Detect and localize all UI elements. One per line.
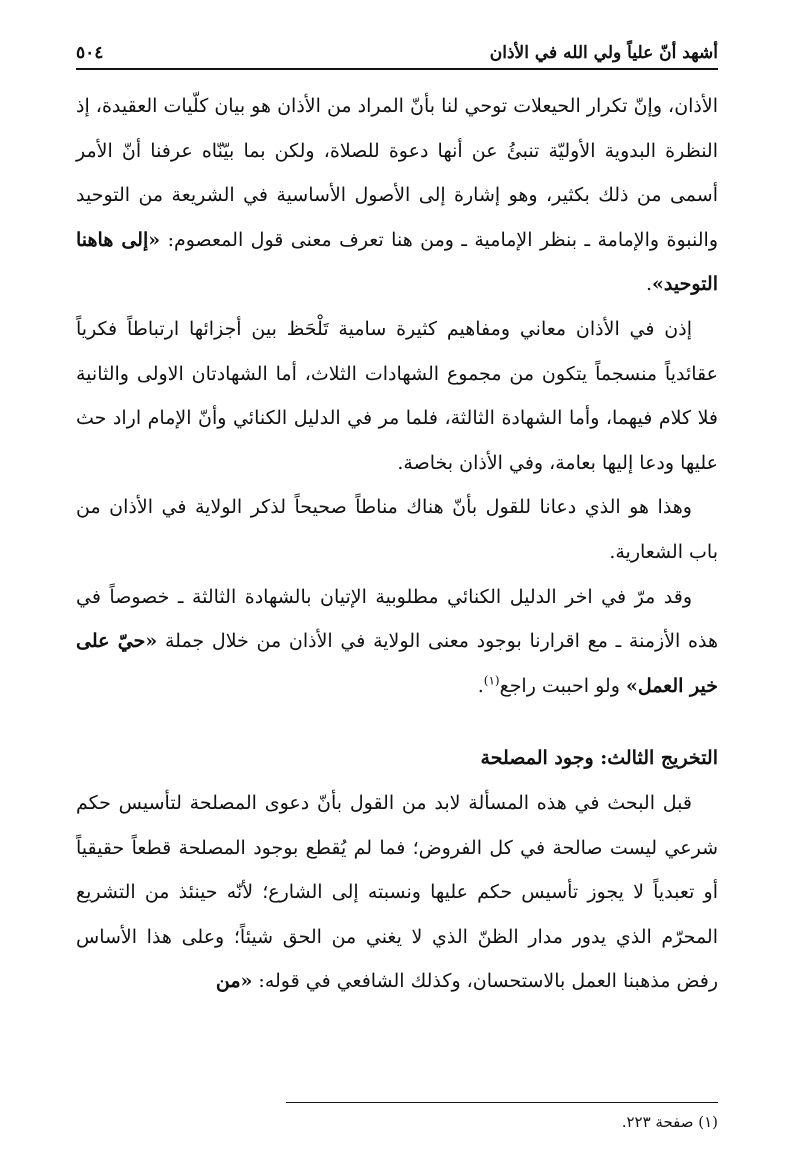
paragraph-4-tail: ولو احببت راجع bbox=[499, 674, 626, 697]
paragraph-4-text: وقد مرّ في اخر الدليل الكنائي مطلوبية الإتيان بالشهادة الثالثة ـ خصوصاً في هذه الأزمنة ـ مع اقرارنا بوجود معنى الولاية في الأذان من خلال جملة bbox=[76, 585, 718, 653]
paragraph-4-end: . bbox=[477, 674, 484, 697]
paragraph-1-end: . bbox=[646, 273, 653, 296]
paragraph-4 bbox=[76, 575, 718, 709]
paragraph-3: وهذا هو الذي دعانا للقول بأنّ هناك مناطاً صحيحاً لذكر الولاية في الأذان من باب الشعارية. bbox=[76, 496, 718, 563]
quote-ila-hahuna: «إلى هاهنا التوحيد» bbox=[76, 228, 718, 296]
quote-hayya-ala: «حيّ على خير العمل» bbox=[76, 630, 718, 697]
page-number: ٥٠٤ bbox=[76, 43, 104, 63]
running-title: أشهد أنّ علياً ولي الله في الأذان bbox=[489, 43, 718, 63]
footnote-rule bbox=[286, 1102, 718, 1103]
paragraph-5-quote-start: «من bbox=[215, 970, 253, 993]
header-rule bbox=[76, 68, 718, 70]
footnote-ref-1[interactable]: (١) bbox=[483, 673, 500, 688]
paragraph-5-text: قبل البحث في هذه المسألة لابد من القول بأنّ دعوى المصلحة لتأسيس حكم شرعي ليست صالحة في كل الفروض؛ فما لم يُقطع بوجود المصلحة قطعاً حقيقياً أو تعبدياً لا يجوز تأسيس حكم عليها ونسبته إلى الشارع؛ لأنّه حينئذ من التشريع المحرّم الذي يدور مدار الظنّ الذي لا يغني من الحق شيئاً؛ وعلى هذا الأساس رفض مذهبنا العمل بالاستحسان، وكذلك الشافعي في قوله: bbox=[76, 791, 718, 993]
section-heading: التخريج الثالث: وجود المصلحة bbox=[480, 747, 718, 770]
paragraph-5 bbox=[76, 781, 718, 1004]
running-head bbox=[76, 28, 718, 68]
paragraph-1 bbox=[76, 84, 718, 307]
paragraph-1-text: الأذان، وإنّ تكرار الحيعلات توحي لنا بأنّ المراد من الأذان هو بيان كلّيات العقيدة، إذ النظرة البدوية الأوليّة تنبئُ عن أنها دعوة للصلاة، ولكن بما بيّنّاه عرفنا أنّ الأمر أسمى من ذلك بكثير، وهو إشارة إلى الأصول الأساسية في الشريعة من التوحيد والنبوة والإمامة ـ بنظر الإمامية ـ ومن هنا تعرف معنى قول المعصوم: bbox=[76, 95, 719, 251]
paragraph-2: إذن في الأذان معاني ومفاهيم كثيرة سامية تَلْحَظ بين أجزائها ارتباطاً فكرياً عقائدياً منسجماً يتكون من مجموع الشهادات الثلاث، أما الشهادتان الاولى والثانية فلا كلام فيهما، وأما الشهادة الثالثة، فلما مر في الدليل الكنائي وأنّ الإمام اراد حث عليها ودعا إليها بعامة، وفي الأذان بخاصة. bbox=[76, 317, 718, 474]
book-page bbox=[76, 28, 718, 1004]
footnote-1: (١) صفحة ٢٢٣. bbox=[621, 1113, 718, 1131]
